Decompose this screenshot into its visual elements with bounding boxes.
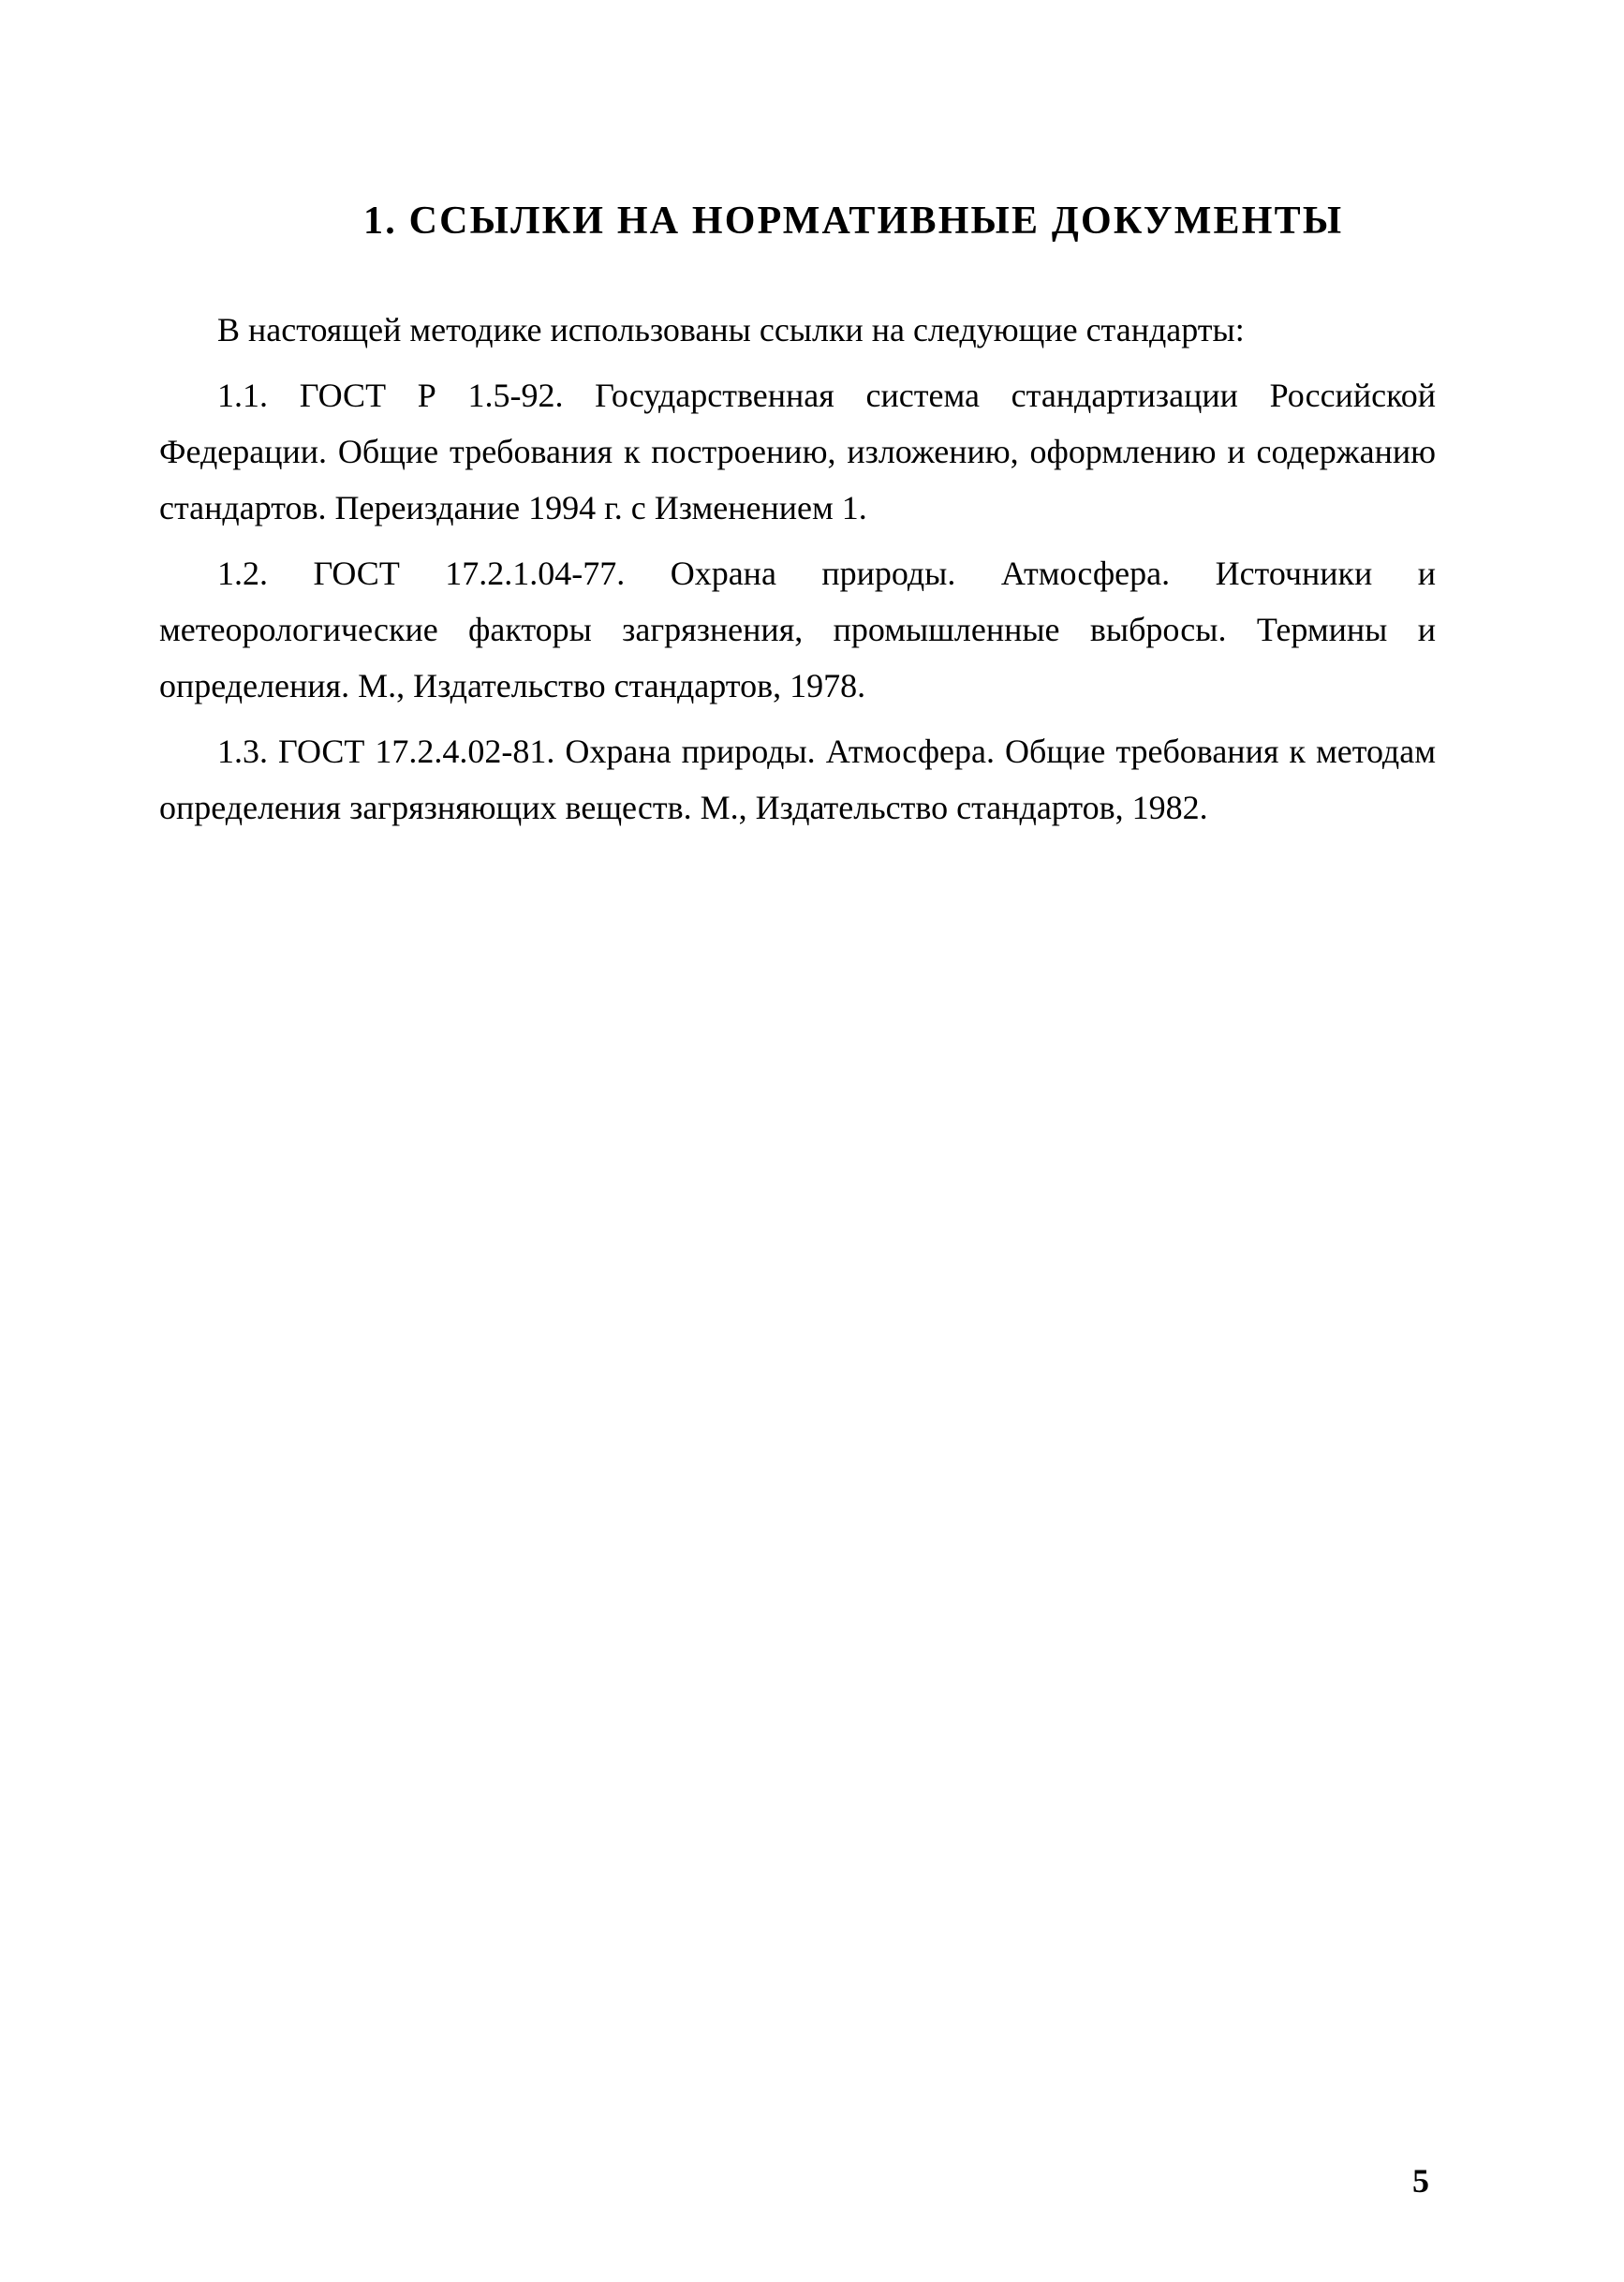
intro-paragraph: В настоящей методике использованы ссылки на следующие стандарты:	[217, 311, 1245, 348]
reference-item: 1.1. ГОСТ Р 1.5-92. Государственная система стандартизации Российской Федерации. Общие требования к построению, изложению, оформлению и содержанию стандартов. Переиздание 1994 г. с Изменением 1.	[159, 377, 1436, 526]
section-title: 1. ССЫЛКИ НА НОРМАТИВНЫЕ ДОКУМЕНТЫ	[363, 200, 1344, 243]
section-body	[159, 302, 1436, 836]
reference-item: 1.3. ГОСТ 17.2.4.02-81. Охрана природы. Атмосфера. Общие требования к методам определения загрязняющих веществ. М., Издательство стандартов, 1982.	[159, 733, 1436, 826]
reference-item: 1.2. ГОСТ 17.2.1.04-77. Охрана природы. Атмосфера. Источники и метеорологические факторы загрязнения, промышленные выбросы. Термины и определения. М., Издательство стандартов, 1978.	[159, 555, 1436, 704]
page-number: 5	[1412, 2162, 1429, 2200]
